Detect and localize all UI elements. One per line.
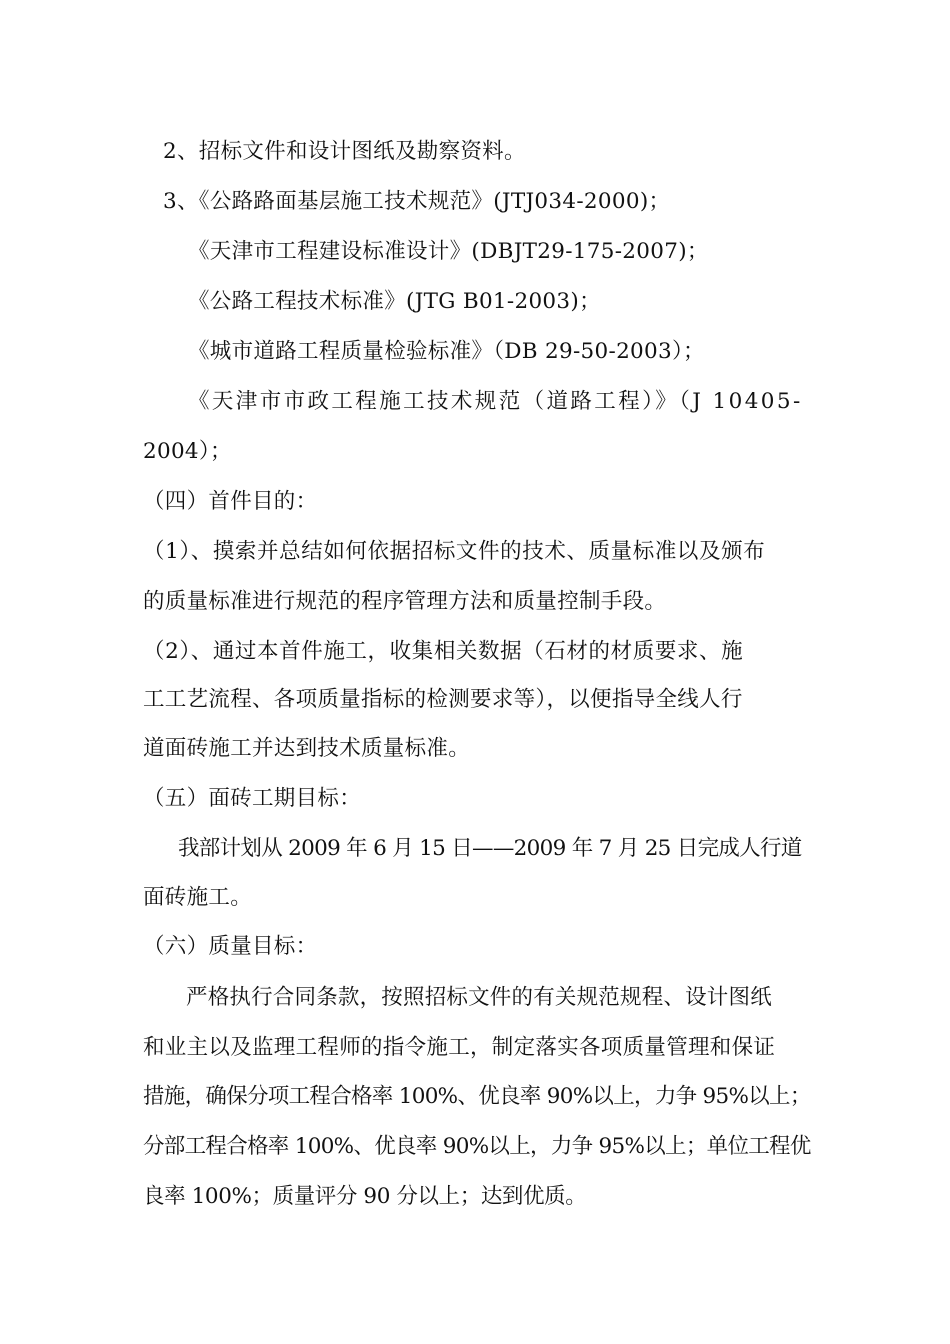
text-line: （2）、通过本首件施工，收集相关数据（石材的材质要求、施	[143, 639, 744, 664]
text-line: （1）、摸索并总结如何依据招标文件的技术、质量标准以及颁布	[143, 539, 766, 564]
section-heading: （四）首件目的：	[143, 489, 318, 514]
section-heading: （五）面砖工期目标：	[143, 786, 362, 811]
text-line: 工工艺流程、各项质量指标的检测要求等），以便指导全线人行	[143, 687, 743, 712]
text-line: 2、招标文件和设计图纸及勘察资料。	[163, 139, 526, 164]
text-line: 道面砖施工并达到技术质量标准。	[143, 736, 471, 761]
section-heading: （六）质量目标：	[143, 934, 318, 959]
text-line: 2004）；	[143, 439, 232, 464]
text-line: 3、《公路路面基层施工技术规范》(JTJ034-2000)；	[163, 189, 671, 214]
text-line: 的质量标准进行规范的程序管理方法和质量控制手段。	[143, 589, 667, 614]
text-line: 《城市道路工程质量检验标准》（DB 29-50-2003）；	[188, 339, 705, 364]
text-line: 我部计划从 2009 年 6 月 15 日——2009 年 7 月 25 日完成人行道	[178, 836, 802, 861]
text-line: 《公路工程技术标准》(JTG B01-2003)；	[188, 289, 601, 314]
text-line: 面砖施工。	[143, 885, 253, 910]
text-line: 分部工程合格率 100%、优良率 90%以上，力争 95%以上；单位工程优	[143, 1134, 811, 1159]
text-line: 严格执行合同条款，按照招标文件的有关规范规程、设计图纸	[186, 985, 772, 1010]
text-line: 和业主以及监理工程师的指令施工，制定落实各项质量管理和保证	[143, 1035, 776, 1060]
text-line: 《天津市市政工程施工技术规范（道路工程）》（J 10405-	[188, 389, 803, 414]
text-line: 《天津市工程建设标准设计》(DBJT29-175-2007)；	[188, 239, 709, 264]
text-line: 良率 100%；质量评分 90 分以上；达到优质。	[143, 1184, 587, 1209]
text-line: 措施，确保分项工程合格率 100%、优良率 90%以上，力争 95%以上；	[143, 1084, 811, 1109]
